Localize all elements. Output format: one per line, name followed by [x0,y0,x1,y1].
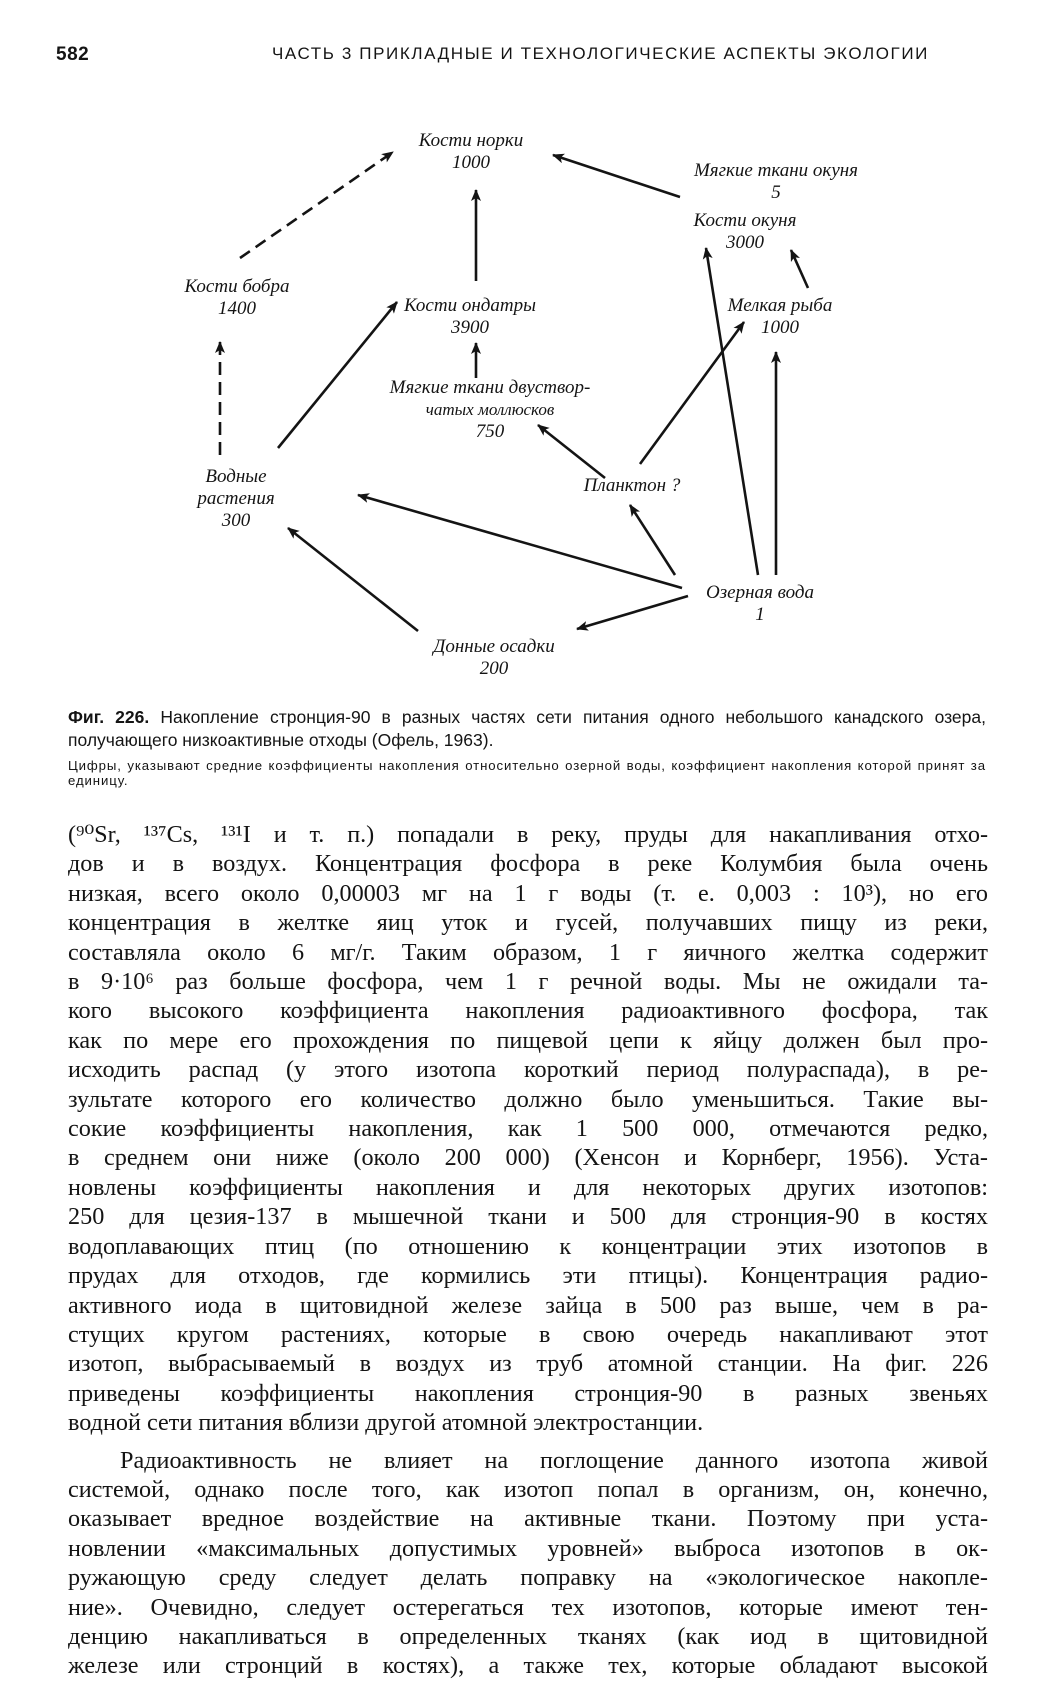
text-line: составляла около 6 мг/г. Таким образом, 1 г яичного желтка содержит [68,938,988,966]
arrow-sediment-to-plants [288,528,418,631]
text-line: прудах для отходов, где кормились эти птицы). Концентрация радио- [68,1262,988,1290]
text-line: концентрация в желтке яиц уток и гусей, получавших пищу из реки, [68,909,988,937]
node-value: 5 [771,182,781,203]
arrow-perch-soft-to-mink [553,155,680,197]
text-line: 250 для цезия-137 в мышечной ткани и 500 для стронция-90 в костях [68,1203,988,1231]
node-small-fish [728,295,833,339]
node-name: Донные осадки [433,636,555,657]
node-value: 300 [221,510,251,531]
node-name: Кости окуня [693,210,797,231]
text-line: активного иода в щитовидной железе зайца в 500 раз выше, чем в ра- [68,1291,988,1319]
node-name-line2: растения [197,488,275,509]
text-line: изотоп, выбрасываемый в воздух из труб атомной станции. На фиг. 226 [68,1350,988,1378]
node-perch-soft-tissue [694,160,858,204]
arrow-lake-to-plankton [630,505,675,575]
node-beaver-bones [185,276,290,320]
text-line: сокие коэффициенты накопления, как 1 500 000, отмечаются редко, [68,1115,988,1143]
node-name: Озерная вода [706,582,814,603]
arrow-plants-to-muskrat [278,302,397,448]
caption-label: Фиг. 226. [68,707,150,727]
paragraph-2 [68,1446,988,1681]
text-line: в среднем они ниже (около 200 000) (Хенсон и Корнберг, 1956). Уста- [68,1144,988,1172]
text-line: водоплавающих птиц (по отношению к концентрации этих изотопов в [68,1232,988,1260]
node-value: 3000 [725,232,764,253]
text-line: дов и в воздух. Концентрация фосфора в реке Колумбия была очень [68,850,988,878]
text-line: как по мере его прохождения по пищевой цепи к яйцу должен был про- [68,1026,988,1054]
food-web-arrows [0,0,1038,700]
node-value: 1 [755,604,765,625]
page-number: 582 [56,44,90,65]
node-name-line1: Водные [205,466,267,487]
node-value: 3900 [451,317,489,338]
node-aquatic-plants [197,466,274,532]
arrow-beaver-to-mink [240,152,393,258]
text-line: зультате которого его количество должно было уменьшиться. Такие вы- [68,1085,988,1113]
node-name: Мягкие ткани окуня [693,160,859,181]
node-muskrat-bones [404,295,536,339]
text-line: низкая, всего около 0,00003 мг на 1 г воды (т. е. 0,003 : 10³), но его [68,879,988,907]
text-line: (⁹⁰Sr, ¹³⁷Cs, ¹³¹I и т. п.) попадали в реку, пруды для накапливания отхо- [68,821,988,848]
node-perch-bones [694,210,797,254]
text-line: железе или стронций в костях), а также тех, которые обладают высокой [68,1652,988,1680]
text-line: новлены коэффициенты накопления и для некоторых других изотопов: [68,1173,988,1201]
arrow-smallfish-to-perch [791,250,808,288]
text-line: денцию накапливаться в определенных тканях (как иод в щитовидной [68,1622,988,1650]
text-line: системой, однако после того, как изотоп попал в организм, он, конечно, [68,1475,988,1503]
node-mink-bones [419,130,524,174]
text-line: новлении «максимальных допустимых уровней» выброса изотопов в ок- [68,1534,988,1562]
node-name: Кости норки [418,130,524,151]
node-value: 1400 [217,298,256,319]
text-line: кого высокого коэффициента накопления радиоактивного фосфора, так [68,997,988,1025]
node-bottom-sediment [433,636,554,680]
node-value: 750 [475,421,505,442]
text-line: Радиоактивность не влияет на поглощение данного изотопа живой [120,1446,988,1474]
text-line: оказывает вредное воздействие на активные ткани. Поэтому при уста- [68,1505,988,1533]
node-name: Кости бобра [184,276,290,297]
node-name: Планктон ? [583,475,681,496]
caption-main [68,706,986,752]
node-mollusc-soft-tissue [390,377,591,443]
node-lake-water [706,582,814,626]
body-text [68,820,988,1681]
text-line: исходить распад (у этого изотопа короткий период полураспада), в ре- [68,1056,988,1084]
node-name-line1: Мягкие ткани двуствор- [389,377,591,398]
text-line: приведены коэффициенты накопления стронция-90 в разных звеньях [68,1379,988,1407]
paragraph-1 [68,820,988,1438]
text-line: ружающую среду следует делать поправку на «экологическое накопле- [68,1564,988,1592]
text-line: в 9·10⁶ раз больше фосфора, чем 1 г речной воды. Мы не ожидали та- [68,968,988,996]
node-name: Мелкая рыба [727,295,833,316]
caption-text: Накопление стронция-90 в разных частях сети питания одного небольшого канадского озера, получающего низкоактивные отходы (Офель, 1963). [68,707,986,750]
running-head: ЧАСТЬ 3 ПРИКЛАДНЫЕ И ТЕХНОЛОГИЧЕСКИЕ АСПЕКТЫ ЭКОЛОГИИ [272,44,929,63]
node-name-line2: чатых моллюсков [425,400,555,419]
arrow-lake-to-sediment [577,596,688,629]
food-web-diagram [0,0,1038,700]
node-name: Кости ондатры [404,295,536,316]
text-line: ние». Очевидно, следует остерегаться тех изотопов, которые имеют тен- [68,1593,988,1621]
text-line: водной сети питания вблизи другой атомной электростанции. [68,1409,704,1437]
caption-note: Цифры, указывают средние коэффициенты накопления относительно озерной воды, коэффициент накопления которой принят за единицу. [68,758,986,788]
figure-caption [68,706,986,788]
node-value: 1000 [452,152,490,173]
node-plankton [584,475,681,497]
node-value: 1000 [760,317,799,338]
text-line: стущих кругом растениях, которые в свою очередь накапливают этот [68,1320,988,1348]
node-value: 200 [479,658,509,679]
